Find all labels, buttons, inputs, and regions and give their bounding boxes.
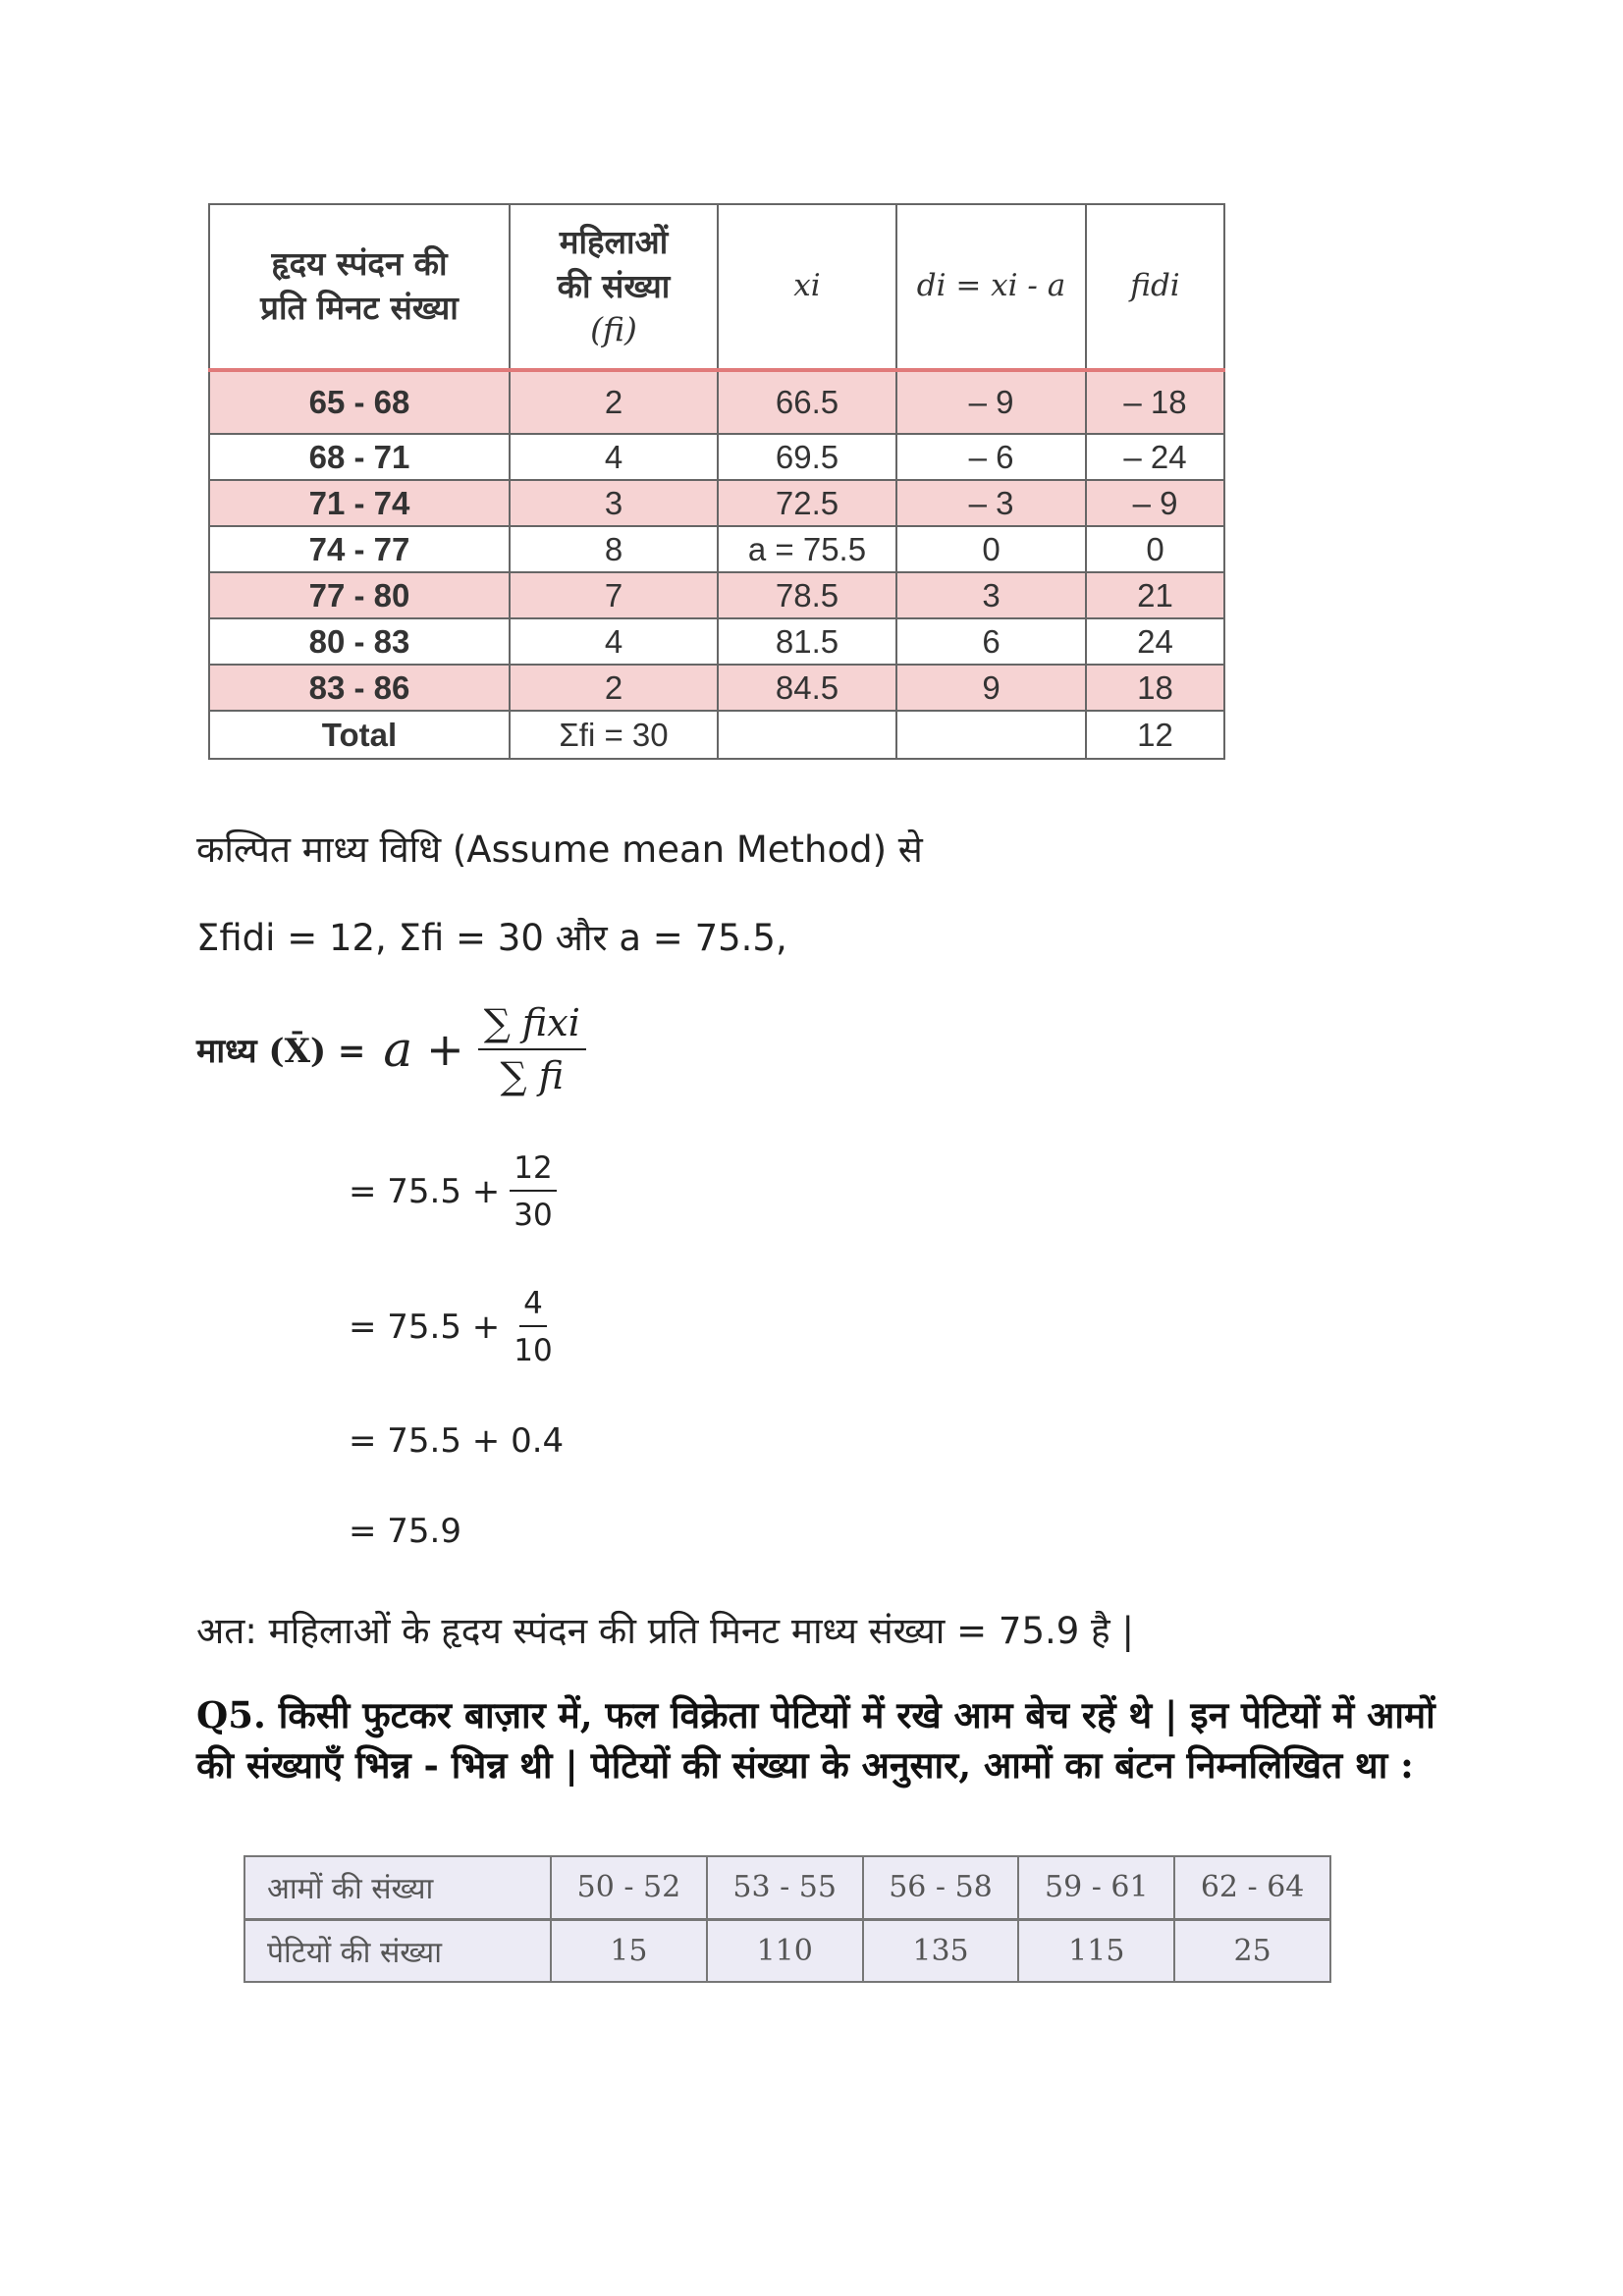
table-row: [209, 665, 1224, 711]
table-row: [209, 434, 1224, 480]
formula-plus: +: [426, 1023, 464, 1076]
cell-frequency: 2: [510, 370, 718, 434]
table-total-row: [209, 711, 1224, 759]
cell-mango-range: 59 - 61: [1018, 1856, 1174, 1919]
cell-xi: a = 75.5: [718, 526, 896, 572]
step-1: [349, 1150, 557, 1233]
row-label-boxes: पेटियों की संख्या: [244, 1919, 551, 1982]
cell-class: 80 - 83: [209, 618, 510, 665]
cell-fidi: – 9: [1086, 480, 1224, 526]
cell-fidi: 0: [1086, 526, 1224, 572]
header-di: di = xi - a: [896, 204, 1086, 370]
formula-fraction: [478, 1001, 586, 1097]
table-row: [209, 370, 1224, 434]
mango-distribution-table: [243, 1855, 1331, 1983]
step-4: = 75.9: [349, 1512, 461, 1551]
mean-formula: [196, 1001, 586, 1097]
cell-fidi: 21: [1086, 572, 1224, 618]
table-row: [209, 526, 1224, 572]
step-2-prefix: = 75.5 +: [349, 1308, 501, 1347]
formula-a: a: [383, 1021, 413, 1078]
header-fidi: fidi: [1086, 204, 1224, 370]
cell-xi: 81.5: [718, 618, 896, 665]
cell-total-frequency: Σfi = 30: [510, 711, 718, 759]
frequency-table: [208, 203, 1225, 760]
cell-di: 3: [896, 572, 1086, 618]
table-row: [244, 1919, 1330, 1982]
method-line: कल्पित माध्य विधि (Assume mean Method) से: [196, 828, 923, 871]
conclusion-line: अत: महिलाओं के हृदय स्पंदन की प्रति मिनट माध्य संख्या = 75.9 है |: [196, 1610, 1134, 1652]
cell-class: 65 - 68: [209, 370, 510, 434]
cell-class: 83 - 86: [209, 665, 510, 711]
cell-mango-range: 53 - 55: [707, 1856, 863, 1919]
cell-mango-range: 50 - 52: [551, 1856, 707, 1919]
header-class-line1: हृदय स्पंदन की: [271, 244, 448, 284]
cell-box-count: 115: [1018, 1919, 1174, 1982]
cell-class: 77 - 80: [209, 572, 510, 618]
cell-frequency: 3: [510, 480, 718, 526]
step-2-fraction: [510, 1286, 556, 1368]
header-freq-line2: की संख्या: [557, 266, 671, 305]
question-q5: Q5. किसी फुटकर बाज़ार में, फल विक्रेता पेटियों में रखे आम बेच रहें थे | इन पेटियों में आमों की संख्याएँ भिन्न - भिन्न थी | पेटियों की संख्या के अनुसार, आमों का बंटन निम्नलिखित था :: [196, 1693, 1435, 1787]
step-2-numerator: 4: [519, 1286, 547, 1327]
cell-fidi: 18: [1086, 665, 1224, 711]
cell-class: 74 - 77: [209, 526, 510, 572]
table-header-row: [209, 204, 1224, 370]
cell-di: 6: [896, 618, 1086, 665]
step-2-denominator: 10: [514, 1333, 553, 1368]
cell-mango-range: 56 - 58: [863, 1856, 1019, 1919]
cell-di: – 6: [896, 434, 1086, 480]
step-1-prefix: = 75.5 +: [349, 1172, 501, 1211]
cell-empty: [896, 711, 1086, 759]
header-class-line2: प्रति मिनट संख्या: [260, 289, 459, 327]
table-row: [209, 618, 1224, 665]
cell-box-count: 25: [1174, 1919, 1330, 1982]
cell-xi: 69.5: [718, 434, 896, 480]
cell-frequency: 2: [510, 665, 718, 711]
cell-fidi: – 24: [1086, 434, 1224, 480]
cell-xi: 72.5: [718, 480, 896, 526]
table-row: [209, 572, 1224, 618]
cell-class: 68 - 71: [209, 434, 510, 480]
cell-box-count: 135: [863, 1919, 1019, 1982]
cell-fidi: 24: [1086, 618, 1224, 665]
cell-empty: [718, 711, 896, 759]
step-1-denominator: 30: [514, 1198, 553, 1233]
header-xi: xi: [718, 204, 896, 370]
header-class-interval: [209, 204, 510, 370]
cell-frequency: 4: [510, 434, 718, 480]
cell-di: – 3: [896, 480, 1086, 526]
header-frequency: [510, 204, 718, 370]
row-label-mangoes: आमों की संख्या: [244, 1856, 551, 1919]
cell-di: – 9: [896, 370, 1086, 434]
step-1-fraction: [510, 1150, 556, 1233]
cell-xi: 66.5: [718, 370, 896, 434]
cell-box-count: 110: [707, 1919, 863, 1982]
cell-di: 0: [896, 526, 1086, 572]
cell-frequency: 4: [510, 618, 718, 665]
table-row: [209, 480, 1224, 526]
formula-numerator: ∑ fixi: [478, 1001, 586, 1050]
step-1-numerator: 12: [510, 1150, 556, 1192]
cell-xi: 84.5: [718, 665, 896, 711]
step-3: = 75.5 + 0.4: [349, 1421, 565, 1461]
formula-denominator: ∑ fi: [500, 1054, 565, 1097]
cell-frequency: 7: [510, 572, 718, 618]
cell-box-count: 15: [551, 1919, 707, 1982]
mean-label: माध्य (X̄) =: [196, 1032, 366, 1071]
cell-total-fidi: 12: [1086, 711, 1224, 759]
header-freq-line1: महिलाओं: [559, 223, 669, 262]
cell-total-label: Total: [209, 711, 510, 759]
cell-class: 71 - 74: [209, 480, 510, 526]
cell-fidi: – 18: [1086, 370, 1224, 434]
cell-mango-range: 62 - 64: [1174, 1856, 1330, 1919]
cell-di: 9: [896, 665, 1086, 711]
cell-xi: 78.5: [718, 572, 896, 618]
step-2: [349, 1286, 557, 1368]
cell-frequency: 8: [510, 526, 718, 572]
sums-line: Σfidi = 12, Σfi = 30 और a = 75.5,: [196, 917, 787, 959]
table-row: [244, 1856, 1330, 1919]
header-freq-line3: (fi): [590, 310, 637, 349]
